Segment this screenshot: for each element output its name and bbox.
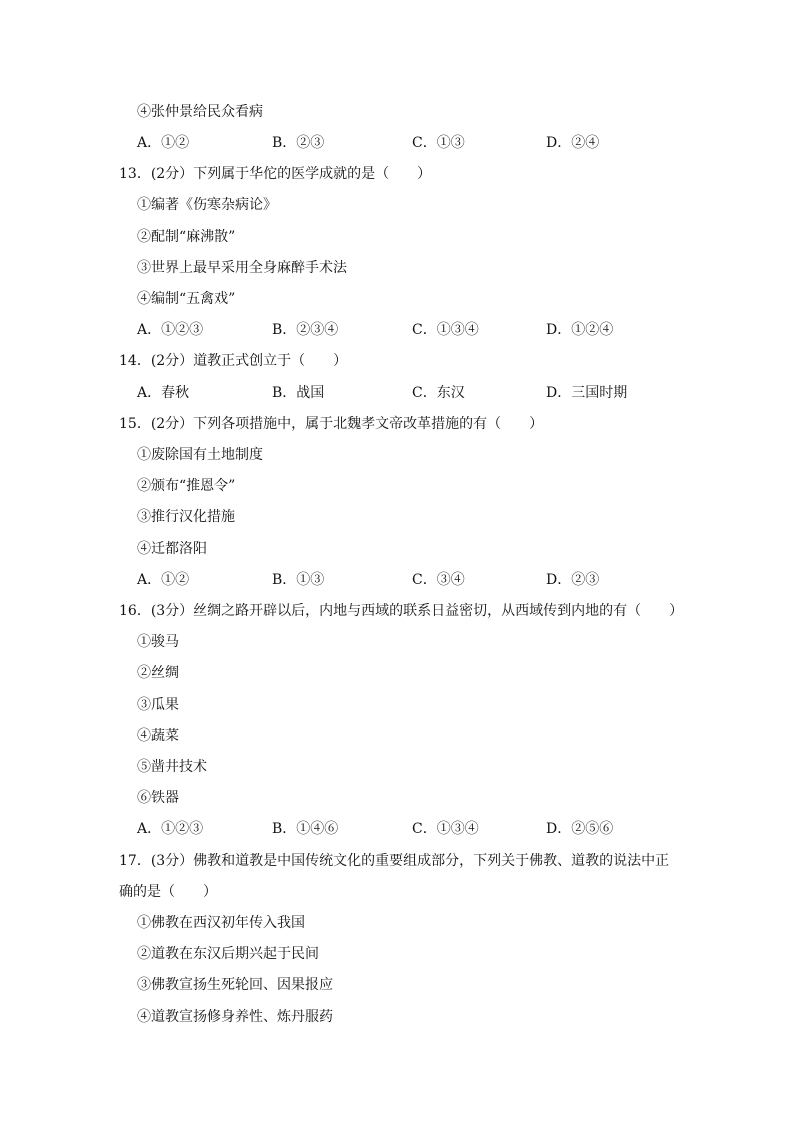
q16-option-3: ③瓜果 [137,697,179,713]
q15-stem: 15．(2分）下列各项措施中，属于北魏孝文帝改革措施的有（ ） [119,416,544,432]
q15-choice-c[interactable]: C．③④ [412,572,465,588]
q14-choice-d[interactable]: D．三国时期 [546,385,628,401]
q12-choice-a[interactable]: A．①② [137,135,190,151]
q16-option-1: ①骏马 [137,634,179,650]
q16-option-6: ⑥铁器 [137,790,179,806]
q13-choice-b[interactable]: B．②③④ [272,322,339,338]
q13-option-4: ④编制“五禽戏” [137,291,236,307]
q17-option-3: ③佛教宣扬生死轮回、因果报应 [137,977,333,993]
q16-choice-c[interactable]: C．①③④ [412,821,479,837]
q12-choice-b[interactable]: B．②③ [272,135,325,151]
q17-stem-line-2: 确的是（ ） [119,884,217,900]
q13-choice-c[interactable]: C．①③④ [412,322,479,338]
q14-choice-c[interactable]: C．东汉 [412,385,465,401]
q15-choice-d[interactable]: D．②③ [546,572,600,588]
q13-stem: 13．(2分）下列属于华佗的医学成就的是（ ） [119,166,432,182]
q13-option-3: ③世界上最早采用全身麻醉手术法 [137,260,347,276]
q17-option-1: ①佛教在西汉初年传入我国 [137,915,305,931]
q14-stem: 14．(2分）道教正式创立于（ ） [119,353,348,369]
q16-option-4: ④蔬菜 [137,728,179,744]
q15-option-3: ③推行汉化措施 [137,509,235,525]
q16-option-2: ②丝绸 [137,665,179,681]
q15-choice-b[interactable]: B．①③ [272,572,325,588]
q16-option-5: ⑤凿井技术 [137,759,207,775]
q16-choice-d[interactable]: D．②⑤⑥ [546,821,614,837]
q15-option-2: ②颁布“推恩令” [137,478,236,494]
q16-choice-a[interactable]: A．①②③ [137,821,204,837]
q14-choice-b[interactable]: B．战国 [272,385,325,401]
q13-option-1: ①编著《伤寒杂病论》 [137,197,277,213]
q12-choice-d[interactable]: D．②④ [546,135,600,151]
q15-option-1: ①废除国有土地制度 [137,447,263,463]
q13-option-2: ②配制“麻沸散” [137,229,236,245]
q17-option-4: ④道教宣扬修身养性、炼丹服药 [137,1009,333,1025]
q12-option-4: ④张仲景给民众看病 [137,104,263,120]
q13-choice-a[interactable]: A．①②③ [137,322,204,338]
q17-option-2: ②道教在东汉后期兴起于民间 [137,946,319,962]
q12-choice-c[interactable]: C．①③ [412,135,465,151]
q14-choice-a[interactable]: A．春秋 [137,385,190,401]
q13-choice-d[interactable]: D．①②④ [546,322,614,338]
q16-stem: 16．(3分）丝绸之路开辟以后，内地与西域的联系日益密切，从西域传到内地的有（ ） [119,603,684,619]
q15-choice-a[interactable]: A．①② [137,572,190,588]
q15-option-4: ④迁都洛阳 [137,541,207,557]
q17-stem-line-1: 17．(3分）佛教和道教是中国传统文化的重要组成部分，下列关于佛教、道教的说法中正 [119,853,670,869]
q16-choice-b[interactable]: B．①④⑥ [272,821,339,837]
